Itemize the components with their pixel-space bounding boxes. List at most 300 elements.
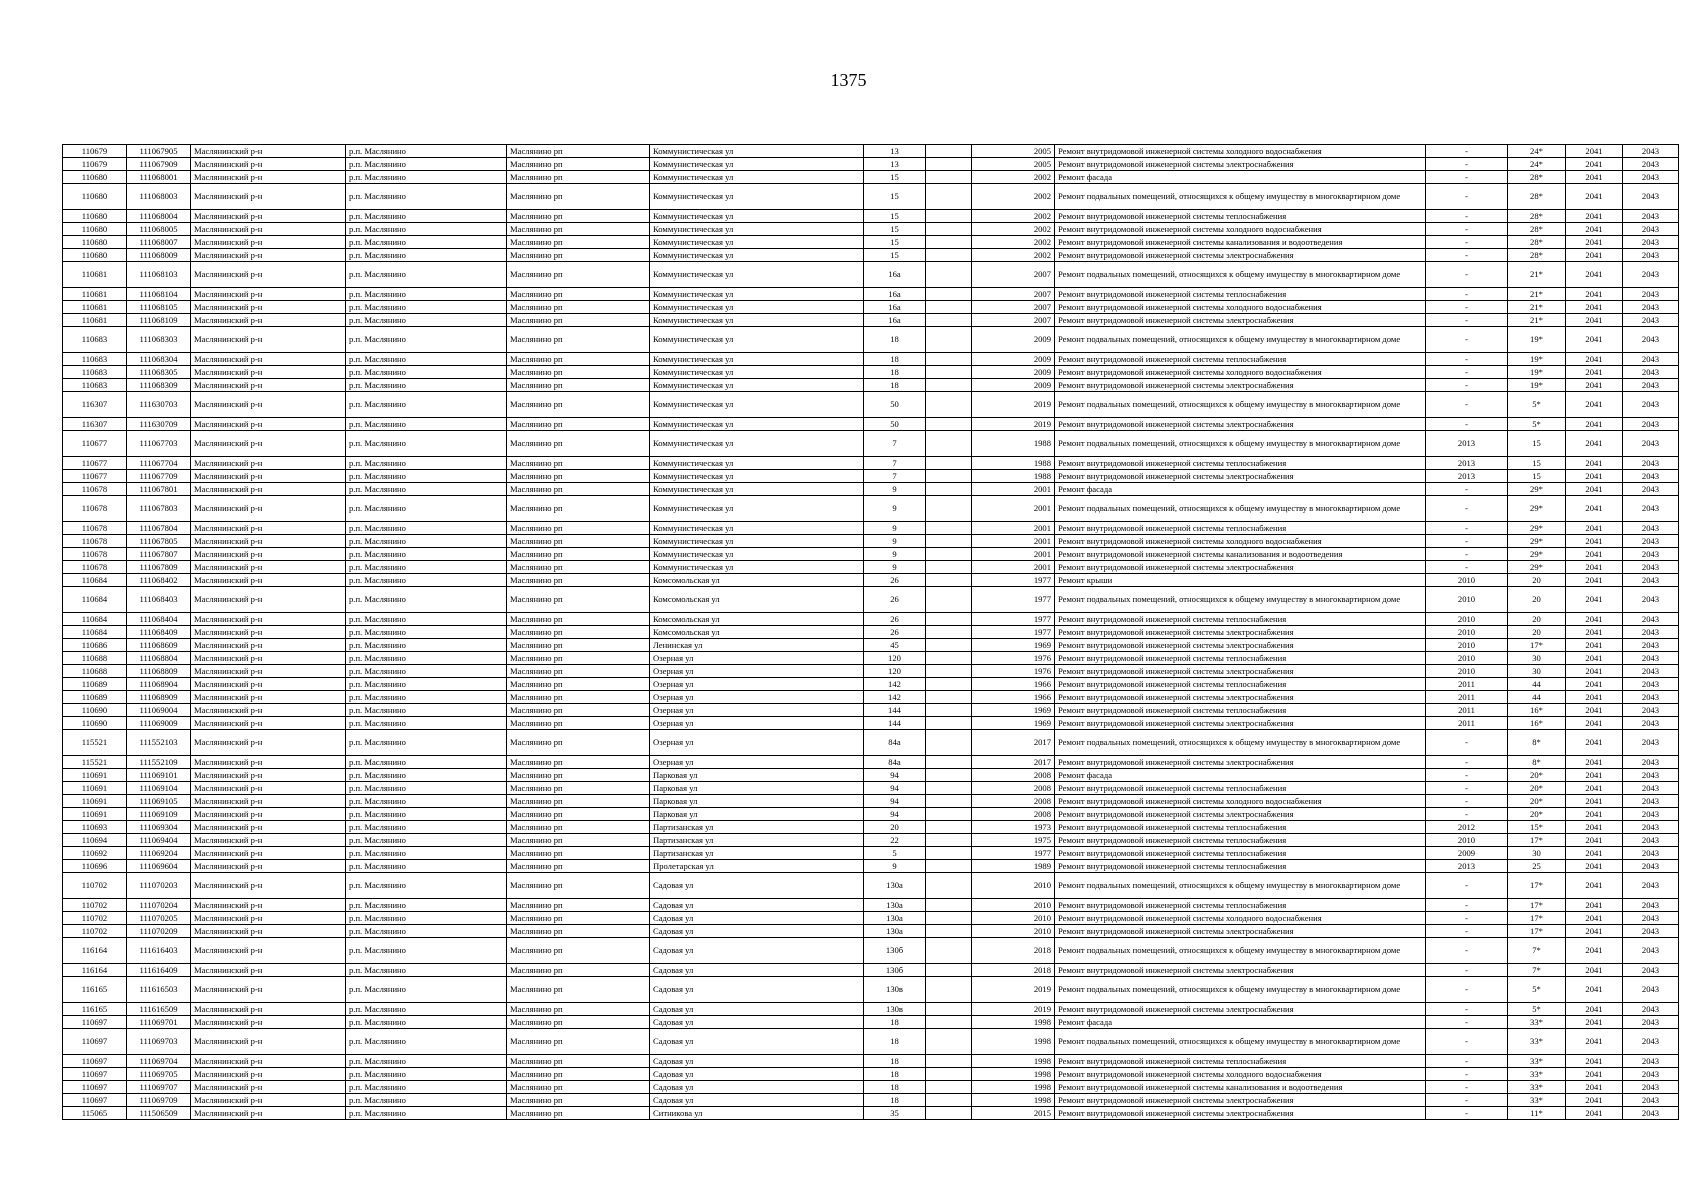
cell-plan-start-year: 2041 [1566,535,1623,548]
cell-street: Ленинская ул [650,639,864,652]
cell-work-id: 111616509 [127,1003,191,1016]
cell-last-repair-year: - [1426,535,1508,548]
table-row [63,795,1679,808]
cell-settlement: р.п. Маслянино [346,496,507,522]
cell-street: Садовая ул [650,912,864,925]
cell-wear-percent: 8* [1508,730,1566,756]
cell-district: Маслянинский р-н [191,691,346,704]
cell-settlement: р.п. Маслянино [346,769,507,782]
cell-plan-end-year: 2043 [1623,873,1679,899]
cell-work-type: Ремонт внутридомовой инженерной системы теплоснабжения [1055,847,1426,860]
cell-settlement: р.п. Маслянино [346,223,507,236]
cell-plan-start-year: 2041 [1566,1107,1623,1120]
cell-year-built: 2019 [972,392,1055,418]
cell-plan-end-year: 2043 [1623,210,1679,223]
cell-year-built: 2009 [972,327,1055,353]
cell-last-repair-year: - [1426,171,1508,184]
cell-district: Маслянинский р-н [191,730,346,756]
cell-street: Садовая ул [650,1055,864,1068]
cell-street: Коммунистическая ул [650,171,864,184]
cell-locality: Маслянино рп [507,1003,650,1016]
cell-work-type: Ремонт фасада [1055,1016,1426,1029]
cell-house-id: 110678 [63,535,127,548]
cell-locality: Маслянино рп [507,327,650,353]
cell-street: Парковая ул [650,782,864,795]
cell-year-built: 1998 [972,1016,1055,1029]
cell-house-number: 18 [864,1055,926,1068]
cell-building [926,847,972,860]
cell-house-id: 110688 [63,665,127,678]
cell-district: Маслянинский р-н [191,704,346,717]
table-row [63,548,1679,561]
cell-work-id: 111068809 [127,665,191,678]
cell-locality: Маслянино рп [507,574,650,587]
cell-work-type: Ремонт внутридомовой инженерной системы холодного водоснабжения [1055,223,1426,236]
cell-house-number: 9 [864,860,926,873]
cell-street: Коммунистическая ул [650,496,864,522]
cell-street: Озерная ул [650,691,864,704]
cell-street: Коммунистическая ул [650,158,864,171]
cell-plan-start-year: 2041 [1566,847,1623,860]
cell-settlement: р.п. Маслянино [346,171,507,184]
cell-district: Маслянинский р-н [191,249,346,262]
cell-house-number: 18 [864,353,926,366]
cell-locality: Маслянино рп [507,769,650,782]
cell-locality: Маслянино рп [507,457,650,470]
cell-work-type: Ремонт подвальных помещений, относящихся к общему имуществу в многоквартирном доме [1055,392,1426,418]
cell-district: Маслянинский р-н [191,977,346,1003]
table-row [63,1029,1679,1055]
table-row [63,145,1679,158]
cell-locality: Маслянино рп [507,938,650,964]
cell-plan-end-year: 2043 [1623,548,1679,561]
cell-plan-start-year: 2041 [1566,210,1623,223]
cell-locality: Маслянино рп [507,704,650,717]
cell-building [926,392,972,418]
cell-district: Маслянинский р-н [191,782,346,795]
cell-district: Маслянинский р-н [191,470,346,483]
cell-plan-end-year: 2043 [1623,1029,1679,1055]
cell-house-number: 18 [864,1094,926,1107]
cell-wear-percent: 33* [1508,1055,1566,1068]
cell-house-id: 110680 [63,236,127,249]
cell-wear-percent: 21* [1508,314,1566,327]
table-row [63,847,1679,860]
cell-plan-end-year: 2043 [1623,522,1679,535]
table-row [63,353,1679,366]
cell-house-id: 110680 [63,184,127,210]
cell-house-id: 116165 [63,977,127,1003]
cell-settlement: р.п. Маслянино [346,795,507,808]
cell-house-number: 18 [864,366,926,379]
cell-district: Маслянинский р-н [191,1107,346,1120]
cell-wear-percent: 5* [1508,418,1566,431]
cell-locality: Маслянино рп [507,249,650,262]
cell-work-type: Ремонт внутридомовой инженерной системы электроснабжения [1055,756,1426,769]
cell-house-id: 110677 [63,457,127,470]
cell-street: Коммунистическая ул [650,392,864,418]
cell-year-built: 1975 [972,834,1055,847]
cell-house-number: 7 [864,470,926,483]
cell-building [926,353,972,366]
cell-plan-end-year: 2043 [1623,184,1679,210]
table-row [63,327,1679,353]
cell-plan-end-year: 2043 [1623,639,1679,652]
cell-wear-percent: 19* [1508,366,1566,379]
repair-registry-table [62,144,1679,1120]
cell-street: Садовая ул [650,1003,864,1016]
cell-house-number: 15 [864,249,926,262]
cell-district: Маслянинский р-н [191,1068,346,1081]
cell-last-repair-year: - [1426,912,1508,925]
cell-work-id: 111067709 [127,470,191,483]
cell-last-repair-year: - [1426,938,1508,964]
cell-house-number: 9 [864,496,926,522]
cell-last-repair-year: - [1426,561,1508,574]
cell-settlement: р.п. Маслянино [346,288,507,301]
cell-plan-end-year: 2043 [1623,314,1679,327]
cell-work-id: 111069705 [127,1068,191,1081]
table-row [63,1068,1679,1081]
table-row [63,938,1679,964]
cell-settlement: р.п. Маслянино [346,522,507,535]
table-row [63,457,1679,470]
cell-plan-end-year: 2043 [1623,236,1679,249]
cell-building [926,314,972,327]
cell-locality: Маслянино рп [507,236,650,249]
cell-street: Коммунистическая ул [650,353,864,366]
cell-plan-start-year: 2041 [1566,873,1623,899]
cell-district: Маслянинский р-н [191,574,346,587]
cell-district: Маслянинский р-н [191,223,346,236]
cell-settlement: р.п. Маслянино [346,834,507,847]
cell-street: Коммунистическая ул [650,314,864,327]
cell-house-id: 110691 [63,782,127,795]
cell-plan-end-year: 2043 [1623,899,1679,912]
cell-house-number: 144 [864,704,926,717]
cell-wear-percent: 24* [1508,158,1566,171]
cell-last-repair-year: 2011 [1426,717,1508,730]
cell-house-number: 120 [864,665,926,678]
cell-settlement: р.п. Маслянино [346,730,507,756]
table-row [63,860,1679,873]
cell-year-built: 1977 [972,847,1055,860]
cell-work-id: 111069204 [127,847,191,860]
cell-work-type: Ремонт подвальных помещений, относящихся к общему имуществу в многоквартирном доме [1055,431,1426,457]
cell-work-type: Ремонт подвальных помещений, относящихся к общему имуществу в многоквартирном доме [1055,587,1426,613]
cell-work-type: Ремонт внутридомовой инженерной системы электроснабжения [1055,639,1426,652]
cell-work-id: 111069701 [127,1016,191,1029]
cell-work-type: Ремонт внутридомовой инженерной системы холодного водоснабжения [1055,535,1426,548]
cell-street: Комсомольская ул [650,626,864,639]
cell-plan-start-year: 2041 [1566,574,1623,587]
cell-locality: Маслянино рп [507,1016,650,1029]
cell-street: Садовая ул [650,964,864,977]
cell-year-built: 2010 [972,873,1055,899]
cell-house-number: 15 [864,184,926,210]
cell-house-id: 110678 [63,548,127,561]
cell-district: Маслянинский р-н [191,717,346,730]
cell-plan-end-year: 2043 [1623,977,1679,1003]
cell-district: Маслянинский р-н [191,1016,346,1029]
cell-street: Коммунистическая ул [650,366,864,379]
cell-district: Маслянинский р-н [191,483,346,496]
cell-last-repair-year: 2010 [1426,639,1508,652]
cell-house-id: 110690 [63,717,127,730]
cell-last-repair-year: - [1426,301,1508,314]
cell-district: Маслянинский р-н [191,366,346,379]
cell-work-type: Ремонт подвальных помещений, относящихся к общему имуществу в многоквартирном доме [1055,262,1426,288]
table-row [63,366,1679,379]
cell-street: Коммунистическая ул [650,379,864,392]
cell-wear-percent: 20* [1508,769,1566,782]
cell-house-id: 110688 [63,652,127,665]
cell-locality: Маслянино рп [507,665,650,678]
cell-settlement: р.п. Маслянино [346,1107,507,1120]
cell-work-id: 111068402 [127,574,191,587]
cell-building [926,1003,972,1016]
cell-plan-end-year: 2043 [1623,1107,1679,1120]
cell-work-id: 111067804 [127,522,191,535]
cell-work-type: Ремонт внутридомовой инженерной системы электроснабжения [1055,691,1426,704]
cell-street: Парковая ул [650,795,864,808]
cell-plan-end-year: 2043 [1623,665,1679,678]
cell-year-built: 2002 [972,249,1055,262]
cell-wear-percent: 25 [1508,860,1566,873]
cell-work-id: 111068409 [127,626,191,639]
cell-year-built: 1988 [972,457,1055,470]
cell-plan-start-year: 2041 [1566,977,1623,1003]
cell-street: Озерная ул [650,652,864,665]
cell-locality: Маслянино рп [507,626,650,639]
cell-district: Маслянинский р-н [191,1055,346,1068]
cell-plan-end-year: 2043 [1623,1055,1679,1068]
cell-year-built: 2007 [972,314,1055,327]
table-row [63,288,1679,301]
cell-house-number: 26 [864,574,926,587]
table-row [63,418,1679,431]
cell-settlement: р.п. Маслянино [346,1094,507,1107]
table-row [63,964,1679,977]
cell-work-type: Ремонт фасада [1055,769,1426,782]
cell-building [926,639,972,652]
cell-settlement: р.п. Маслянино [346,782,507,795]
cell-street: Садовая ул [650,938,864,964]
cell-locality: Маслянино рп [507,860,650,873]
cell-year-built: 2002 [972,223,1055,236]
cell-work-id: 111067905 [127,145,191,158]
table-row [63,171,1679,184]
cell-last-repair-year: - [1426,366,1508,379]
cell-house-id: 116307 [63,418,127,431]
cell-wear-percent: 28* [1508,249,1566,262]
cell-work-type: Ремонт внутридомовой инженерной системы электроснабжения [1055,470,1426,483]
cell-house-id: 110681 [63,314,127,327]
cell-building [926,327,972,353]
cell-house-number: 84а [864,730,926,756]
cell-plan-start-year: 2041 [1566,587,1623,613]
cell-last-repair-year: - [1426,353,1508,366]
cell-work-type: Ремонт внутридомовой инженерной системы теплоснабжения [1055,613,1426,626]
cell-building [926,964,972,977]
cell-last-repair-year: 2010 [1426,587,1508,613]
cell-work-id: 111068804 [127,652,191,665]
cell-house-number: 18 [864,327,926,353]
cell-work-id: 111069304 [127,821,191,834]
cell-wear-percent: 17* [1508,639,1566,652]
cell-year-built: 2019 [972,418,1055,431]
cell-building [926,1094,972,1107]
cell-street: Озерная ул [650,730,864,756]
cell-building [926,938,972,964]
cell-building [926,912,972,925]
cell-work-id: 111068005 [127,223,191,236]
cell-plan-end-year: 2043 [1623,834,1679,847]
cell-building [926,678,972,691]
cell-street: Коммунистическая ул [650,470,864,483]
cell-building [926,769,972,782]
cell-street: Озерная ул [650,678,864,691]
cell-plan-end-year: 2043 [1623,171,1679,184]
cell-work-type: Ремонт внутридомовой инженерной системы теплоснабжения [1055,652,1426,665]
cell-building [926,145,972,158]
cell-house-id: 110683 [63,379,127,392]
cell-house-id: 110680 [63,210,127,223]
cell-building [926,652,972,665]
cell-street: Садовая ул [650,977,864,1003]
cell-street: Парковая ул [650,808,864,821]
cell-plan-end-year: 2043 [1623,574,1679,587]
cell-plan-start-year: 2041 [1566,938,1623,964]
table-row [63,561,1679,574]
cell-year-built: 1998 [972,1029,1055,1055]
cell-year-built: 2009 [972,379,1055,392]
cell-wear-percent: 15* [1508,821,1566,834]
table-row [63,483,1679,496]
cell-house-number: 7 [864,431,926,457]
cell-settlement: р.п. Маслянино [346,262,507,288]
table-row [63,782,1679,795]
cell-house-id: 110697 [63,1055,127,1068]
cell-house-id: 110681 [63,301,127,314]
cell-last-repair-year: - [1426,769,1508,782]
cell-wear-percent: 29* [1508,535,1566,548]
cell-last-repair-year: 2011 [1426,678,1508,691]
cell-building [926,535,972,548]
cell-house-number: 26 [864,587,926,613]
cell-house-id: 110690 [63,704,127,717]
cell-plan-start-year: 2041 [1566,652,1623,665]
cell-street: Коммунистическая ул [650,262,864,288]
cell-settlement: р.п. Маслянино [346,1068,507,1081]
cell-plan-start-year: 2041 [1566,353,1623,366]
cell-plan-start-year: 2041 [1566,262,1623,288]
table-row [63,899,1679,912]
cell-house-id: 110697 [63,1068,127,1081]
cell-district: Маслянинский р-н [191,457,346,470]
cell-wear-percent: 33* [1508,1094,1566,1107]
cell-district: Маслянинский р-н [191,184,346,210]
cell-street: Садовая ул [650,873,864,899]
cell-street: Озерная ул [650,704,864,717]
cell-settlement: р.п. Маслянино [346,353,507,366]
cell-plan-start-year: 2041 [1566,860,1623,873]
cell-district: Маслянинский р-н [191,1029,346,1055]
cell-house-number: 130б [864,938,926,964]
cell-street: Коммунистическая ул [650,223,864,236]
cell-building [926,522,972,535]
cell-district: Маслянинский р-н [191,938,346,964]
cell-work-type: Ремонт внутридомовой инженерной системы теплоснабжения [1055,522,1426,535]
cell-last-repair-year: - [1426,756,1508,769]
cell-house-id: 110702 [63,925,127,938]
cell-plan-end-year: 2043 [1623,652,1679,665]
cell-locality: Маслянино рп [507,1081,650,1094]
cell-work-type: Ремонт внутридомовой инженерной системы электроснабжения [1055,717,1426,730]
cell-plan-end-year: 2043 [1623,847,1679,860]
cell-house-id: 115065 [63,1107,127,1120]
cell-building [926,379,972,392]
cell-house-id: 110702 [63,899,127,912]
cell-district: Маслянинский р-н [191,613,346,626]
table-row [63,236,1679,249]
cell-settlement: р.п. Маслянино [346,561,507,574]
cell-wear-percent: 17* [1508,912,1566,925]
cell-last-repair-year: - [1426,158,1508,171]
cell-last-repair-year: - [1426,483,1508,496]
cell-locality: Маслянино рп [507,652,650,665]
table-row [63,639,1679,652]
cell-plan-start-year: 2041 [1566,457,1623,470]
table-row [63,834,1679,847]
cell-house-number: 9 [864,522,926,535]
cell-locality: Маслянино рп [507,587,650,613]
cell-building [926,626,972,639]
cell-district: Маслянинский р-н [191,756,346,769]
cell-house-id: 110677 [63,431,127,457]
cell-work-id: 111068309 [127,379,191,392]
cell-last-repair-year: - [1426,379,1508,392]
cell-locality: Маслянино рп [507,639,650,652]
cell-district: Маслянинский р-н [191,964,346,977]
cell-year-built: 2019 [972,1003,1055,1016]
cell-plan-end-year: 2043 [1623,483,1679,496]
cell-plan-end-year: 2043 [1623,717,1679,730]
cell-last-repair-year: - [1426,418,1508,431]
cell-building [926,431,972,457]
cell-street: Партизанская ул [650,821,864,834]
cell-house-id: 110697 [63,1081,127,1094]
cell-year-built: 1976 [972,665,1055,678]
cell-house-number: 130а [864,912,926,925]
cell-house-number: 13 [864,158,926,171]
cell-year-built: 2018 [972,964,1055,977]
cell-building [926,834,972,847]
cell-plan-end-year: 2043 [1623,925,1679,938]
cell-house-id: 116164 [63,938,127,964]
cell-district: Маслянинский р-н [191,210,346,223]
cell-last-repair-year: - [1426,925,1508,938]
cell-plan-end-year: 2043 [1623,470,1679,483]
cell-house-id: 110691 [63,808,127,821]
cell-street: Комсомольская ул [650,613,864,626]
table-row [63,1016,1679,1029]
cell-house-id: 110691 [63,769,127,782]
cell-plan-end-year: 2043 [1623,223,1679,236]
cell-street: Комсомольская ул [650,574,864,587]
cell-work-id: 111068104 [127,288,191,301]
cell-plan-end-year: 2043 [1623,691,1679,704]
